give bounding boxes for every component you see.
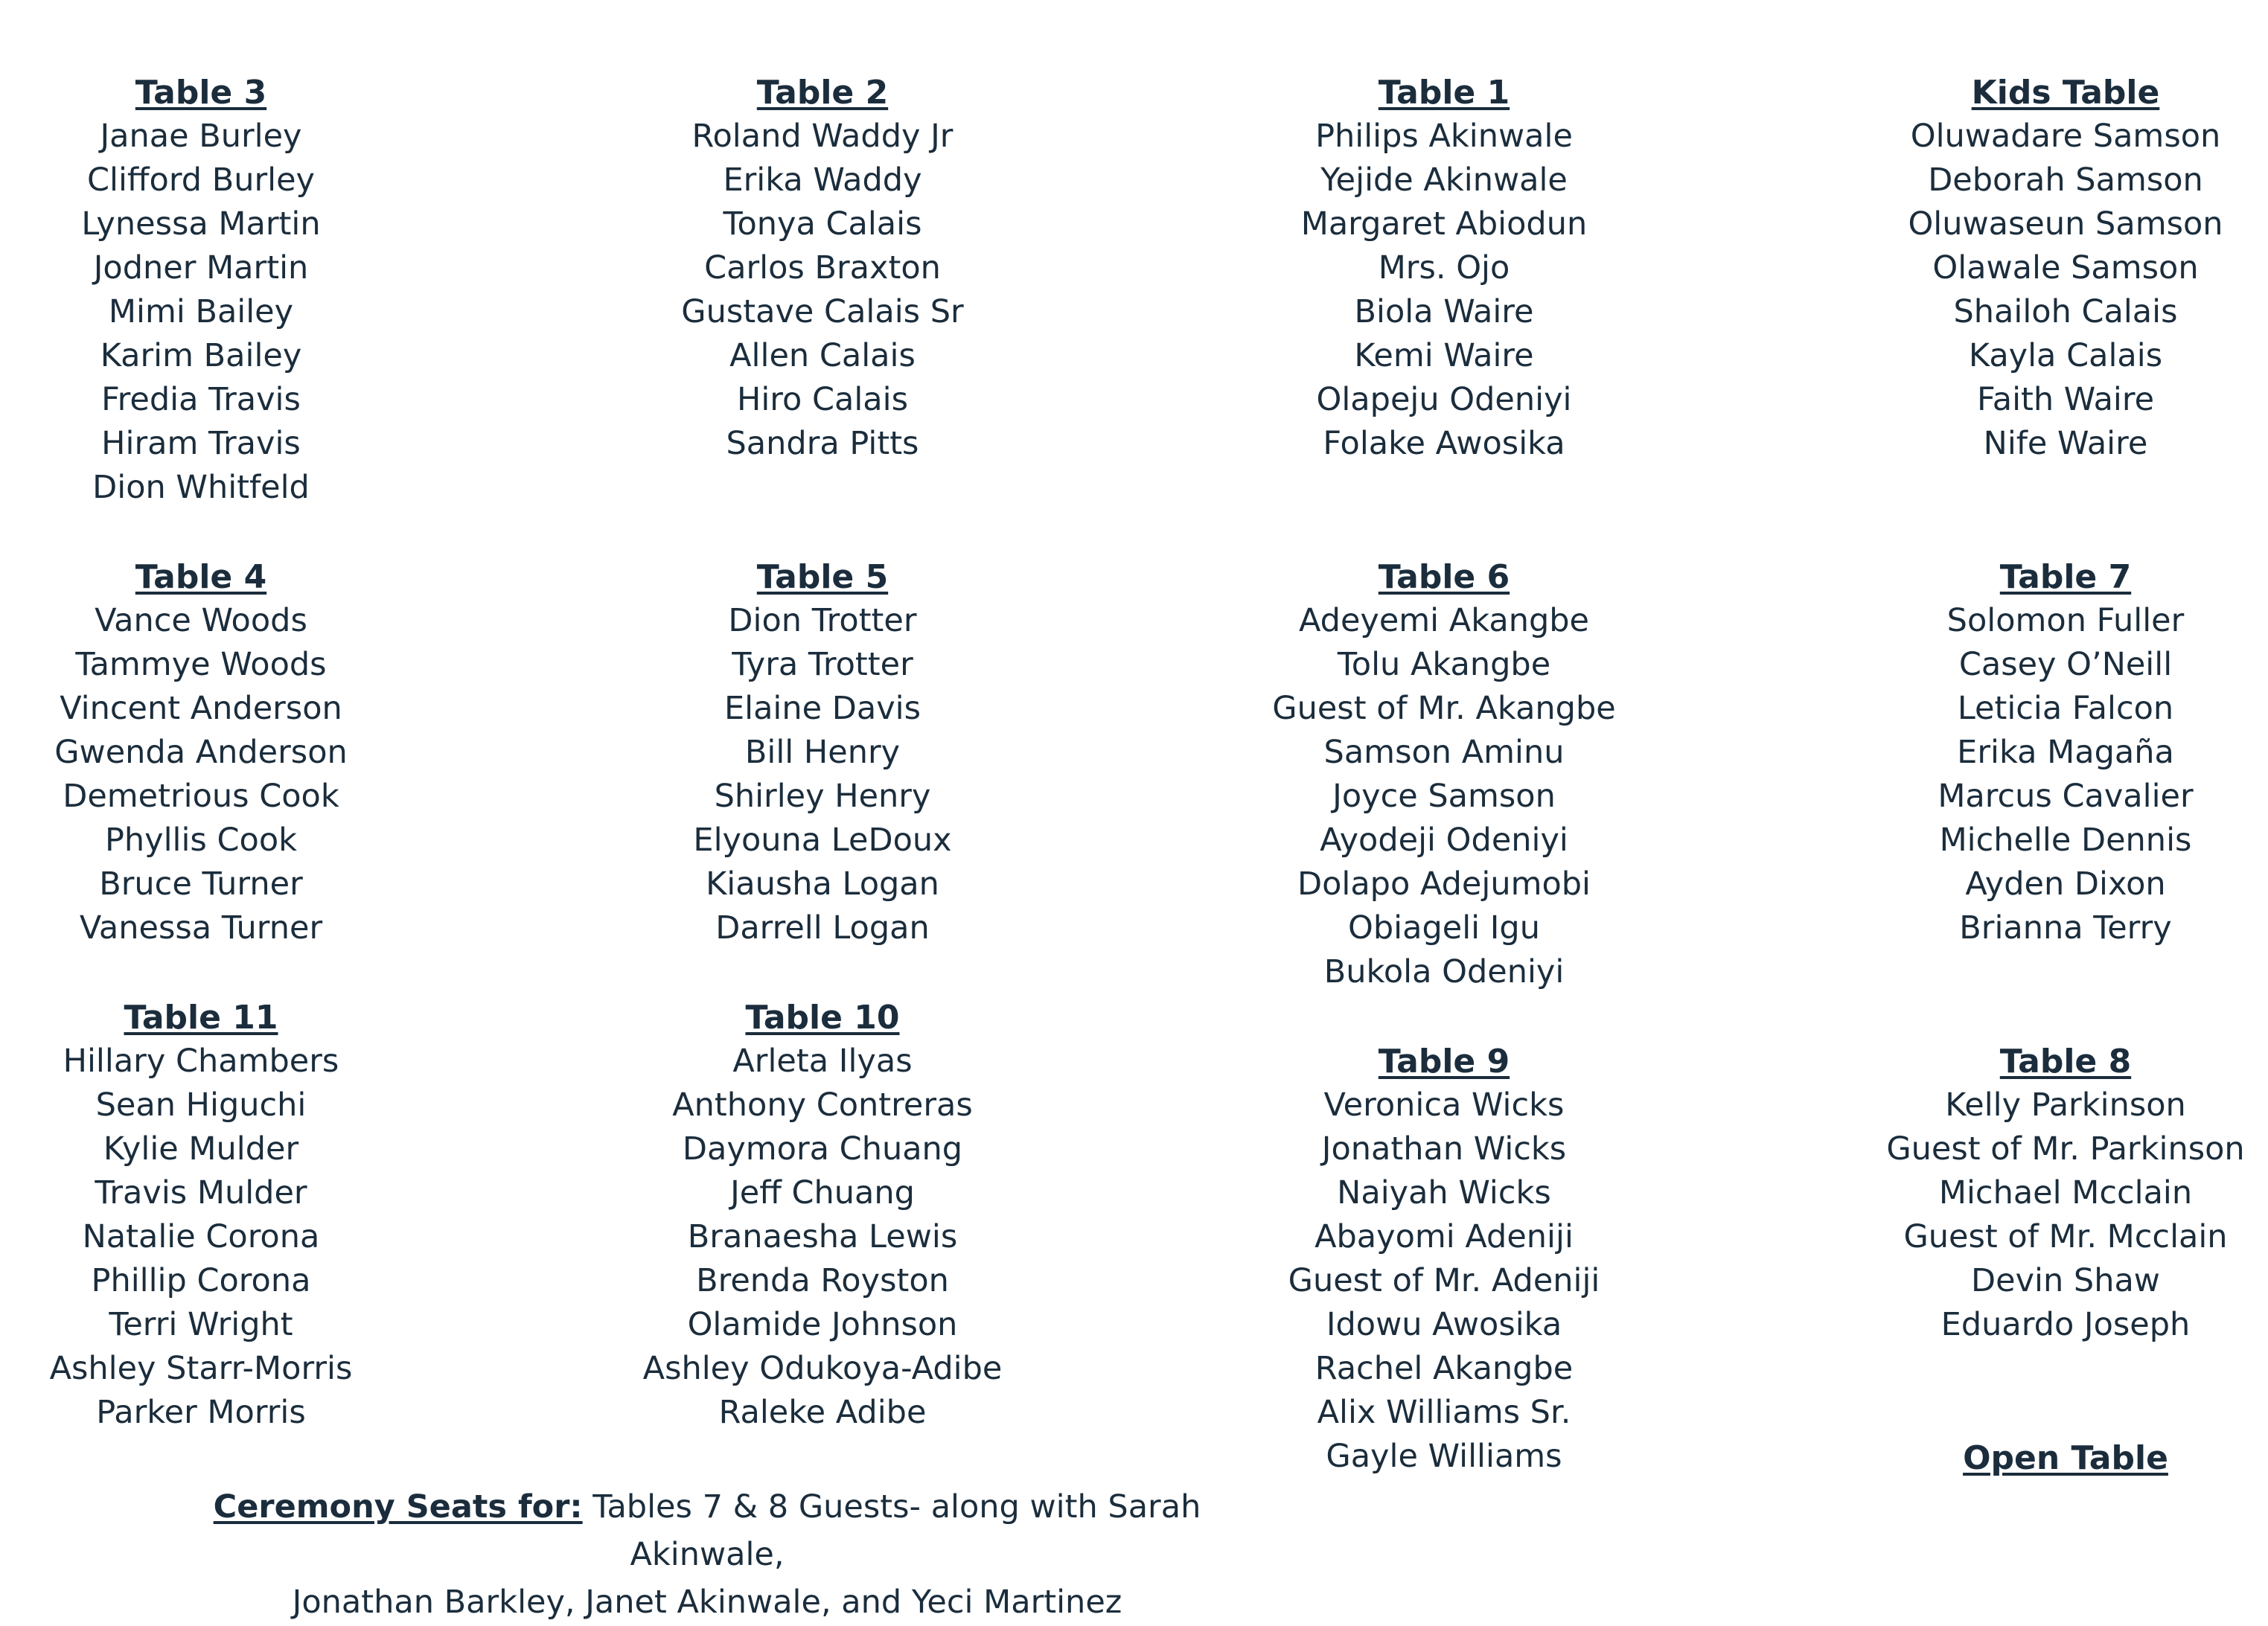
guest-name: Veronica Wicks [1323,1086,1565,1124]
guest-name: Ashley Starr-Morris [49,1350,353,1387]
table-6-block [1183,555,1705,994]
table-2-block [562,71,1083,466]
table-title: Open Table [1963,1439,2168,1477]
guest-name: Philips Akinwale [1315,118,1573,155]
guest-name: Tyra Trotter [732,646,913,683]
guest-name: Vincent Anderson [60,690,342,727]
guest-name: Guest of Mr. Adeniji [1288,1262,1600,1299]
guest-list [1183,599,1705,994]
guest-name: Roland Waddy Jr [691,118,953,155]
guest-name: Bill Henry [744,734,901,771]
guest-name: Kelly Parkinson [1945,1086,2186,1124]
guest-name: Carlos Braxton [704,249,941,287]
table-9-block [1183,1040,1705,1479]
guest-name: Guest of Mr. Akangbe [1272,690,1616,727]
guest-list [0,115,461,510]
guest-name: Olawale Samson [1932,249,2199,287]
guest-name: Sandra Pitts [726,425,919,462]
guest-name: Elaine Davis [723,690,921,727]
guest-name: Allen Calais [729,337,916,374]
table-title: Table 11 [124,999,278,1037]
guest-name: Oluwaseun Samson [1908,205,2223,243]
guest-list [0,1040,461,1435]
guest-name: Tolu Akangbe [1337,646,1551,683]
guest-name: Demetrious Cook [63,778,339,815]
guest-name: Clifford Burley [86,161,316,199]
table-title: Table 6 [1378,558,1510,596]
guest-name: Natalie Corona [82,1218,320,1255]
guest-list [0,599,461,950]
guest-name: Raleke Adibe [718,1394,927,1431]
guest-name: Shirley Henry [714,778,931,815]
guest-list [1183,115,1705,466]
guest-name: Gustave Calais Sr [681,293,964,330]
guest-name: Phillip Corona [91,1262,311,1299]
ceremony-line-1 [149,1483,1265,1578]
guest-name: Vanessa Turner [79,909,323,947]
guest-name: Obiageli Igu [1348,909,1540,947]
ceremony-text-1: Tables 7 & 8 Guests- along with Sarah Akinwale, [592,1488,1201,1573]
guest-name: Guest of Mr. Mcclain [1903,1218,2228,1255]
guest-name: Adeyemi Akangbe [1298,602,1590,639]
guest-name: Jodner Martin [93,249,309,287]
guest-name: Idowu Awosika [1326,1306,1562,1343]
guest-name: Arleta Ilyas [732,1043,913,1080]
guest-name: Tammye Woods [75,646,327,683]
guest-name: Terri Wright [109,1306,293,1343]
guest-name: Travis Mulder [95,1174,307,1212]
guest-name: Kiausha Logan [706,865,939,903]
guest-name: Daymora Chuang [682,1130,963,1168]
guest-name: Olapeju Odeniyi [1316,381,1572,418]
table-11-block [0,996,461,1435]
table-title: Table 9 [1378,1043,1510,1081]
guest-name: Kylie Mulder [103,1130,299,1168]
ceremony-note [149,1483,1265,1626]
guest-name: Guest of Mr. Parkinson [1886,1130,2245,1168]
guest-name: Oluwadare Samson [1910,118,2221,155]
guest-name: Erika Magaña [1957,734,2174,771]
guest-name: Jeff Chuang [730,1174,915,1212]
guest-name: Brenda Royston [696,1262,949,1299]
guest-name: Gwenda Anderson [54,734,348,771]
guest-name: Yejide Akinwale [1320,161,1568,199]
guest-name: Naiyah Wicks [1337,1174,1551,1212]
kids-table-block [1805,71,2268,466]
guest-name: Parker Morris [96,1394,306,1431]
table-title: Kids Table [1971,74,2160,112]
table-title: Table 4 [135,558,267,596]
guest-name: Tonya Calais [723,205,922,243]
guest-name: Margaret Abiodun [1300,205,1588,243]
guest-list [562,599,1083,950]
guest-name: Bruce Turner [99,865,303,903]
guest-name: Rachel Akangbe [1315,1350,1574,1387]
guest-list [1805,115,2268,466]
guest-name: Dion Trotter [728,602,917,639]
guest-name: Vance Woods [95,602,307,639]
guest-name: Eduardo Joseph [1940,1306,2191,1343]
guest-name: Karim Bailey [100,337,302,374]
guest-name: Ayden Dixon [1965,865,2166,903]
table-title: Table 10 [745,999,900,1037]
guest-name: Joyce Samson [1332,778,1556,815]
guest-name: Samson Aminu [1323,734,1565,771]
table-3-block [0,71,461,510]
guest-name: Elyouna LeDoux [693,822,952,859]
table-5-block [562,555,1083,950]
table-title: Table 8 [1999,1043,2132,1081]
table-10-block [562,996,1083,1435]
guest-name: Ashley Odukoya-Adibe [642,1350,1003,1387]
guest-name: Gayle Williams [1326,1438,1562,1475]
guest-name: Mrs. Ojo [1378,249,1510,287]
guest-name: Leticia Falcon [1957,690,2174,727]
guest-list [1805,599,2268,950]
table-title: Table 3 [135,74,267,112]
ceremony-line-2: Jonathan Barkley, Janet Akinwale, and Yeci Martinez [292,1584,1122,1621]
guest-name: Janae Burley [100,118,302,155]
guest-name: Lynessa Martin [81,205,321,243]
table-title: Table 2 [756,74,889,112]
guest-name: Hiro Calais [736,381,908,418]
guest-name: Kemi Waire [1354,337,1534,374]
guest-list [1183,1084,1705,1479]
ceremony-label: Ceremony Seats for: [213,1488,583,1526]
guest-name: Michael Mcclain [1938,1174,2193,1212]
table-8-block [1805,1040,2268,1347]
guest-list [562,1040,1083,1435]
guest-name: Anthony Contreras [672,1086,973,1124]
guest-name: Hillary Chambers [63,1043,339,1080]
guest-name: Ayodeji Odeniyi [1320,822,1568,859]
guest-name: Brianna Terry [1959,909,2172,947]
guest-name: Deborah Samson [1928,161,2203,199]
guest-name: Michelle Dennis [1939,822,2192,859]
guest-name: Fredia Travis [101,381,301,418]
table-title: Table 5 [756,558,889,596]
guest-name: Faith Waire [1976,381,2155,418]
open-table-block [1805,1436,2268,1480]
guest-name: Sean Higuchi [95,1086,307,1124]
guest-name: Alix Williams Sr. [1317,1394,1571,1431]
guest-name: Folake Awosika [1323,425,1565,462]
guest-name: Bukola Odeniyi [1323,953,1565,990]
guest-name: Phyllis Cook [104,822,298,859]
table-7-block [1805,555,2268,950]
guest-name: Nife Waire [1983,425,2148,462]
guest-name: Branaesha Lewis [687,1218,958,1255]
table-1-block [1183,71,1705,466]
guest-name: Erika Waddy [723,161,922,199]
guest-list [562,115,1083,466]
guest-name: Dolapo Adejumobi [1297,865,1591,903]
guest-name: Marcus Cavalier [1938,778,2194,815]
guest-name: Shailoh Calais [1953,293,2178,330]
guest-name: Mimi Bailey [108,293,294,330]
guest-name: Jonathan Wicks [1321,1130,1567,1168]
guest-name: Olamide Johnson [687,1306,958,1343]
table-title: Table 1 [1378,74,1510,112]
guest-name: Darrell Logan [715,909,930,947]
guest-list [1805,1084,2268,1347]
guest-name: Abayomi Adeniji [1315,1218,1574,1255]
guest-name: Dion Whitfeld [92,469,310,506]
guest-name: Kayla Calais [1968,337,2163,374]
guest-name: Solomon Fuller [1946,602,2185,639]
guest-name: Hiram Travis [101,425,301,462]
guest-name: Casey O’Neill [1958,646,2173,683]
table-title: Table 7 [1999,558,2132,596]
table-4-block [0,555,461,950]
guest-name: Devin Shaw [1971,1262,2160,1299]
guest-name: Biola Waire [1354,293,1534,330]
